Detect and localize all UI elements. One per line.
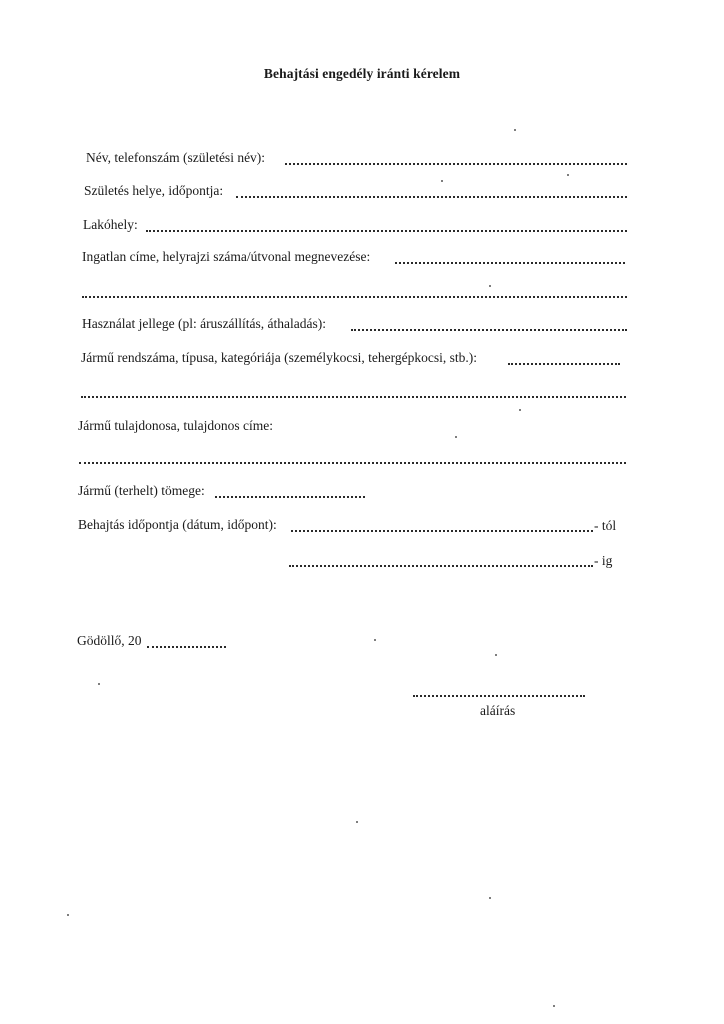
scan-speck bbox=[567, 174, 569, 176]
signature-label: aláírás bbox=[480, 703, 516, 718]
residence-field[interactable] bbox=[146, 230, 627, 232]
scan-speck bbox=[489, 285, 491, 287]
scan-speck bbox=[514, 129, 516, 131]
period-to-field[interactable] bbox=[289, 565, 593, 567]
document-title: Behajtási engedély iránti kérelem bbox=[263, 66, 461, 81]
weight-field[interactable] bbox=[215, 496, 365, 498]
scan-speck bbox=[553, 1005, 555, 1007]
scan-speck bbox=[67, 914, 69, 916]
usage-label: Használat jellege (pl: áruszállítás, áthaladás): bbox=[82, 316, 327, 331]
scan-speck bbox=[98, 683, 100, 685]
vehicle-label: Jármű rendszáma, típusa, kategóriája (személykocsi, tehergépkocsi, stb.): bbox=[81, 350, 477, 365]
vehicle-field-line-2[interactable] bbox=[81, 396, 626, 398]
scan-speck bbox=[374, 639, 376, 641]
period-to-suffix: - ig bbox=[594, 553, 613, 568]
scan-speck bbox=[519, 409, 521, 411]
birth-label: Születés helye, időpontja: bbox=[84, 183, 224, 198]
weight-label: Jármű (terhelt) tömege: bbox=[78, 483, 205, 498]
property-field[interactable] bbox=[395, 262, 625, 264]
residence-label: Lakóhely: bbox=[83, 217, 138, 232]
owner-label: Jármű tulajdonosa, tulajdonos címe: bbox=[78, 418, 273, 433]
date-field[interactable] bbox=[147, 646, 226, 648]
usage-field[interactable] bbox=[351, 329, 627, 331]
period-from-field[interactable] bbox=[291, 530, 593, 532]
period-from-suffix: - tól bbox=[594, 518, 617, 533]
period-label: Behajtás időpontja (dátum, időpont): bbox=[78, 517, 277, 532]
owner-field[interactable] bbox=[79, 462, 626, 464]
scan-speck bbox=[489, 897, 491, 899]
property-label: Ingatlan címe, helyrajzi száma/útvonal megnevezése: bbox=[82, 249, 371, 264]
signature-field[interactable] bbox=[413, 695, 585, 697]
scan-speck bbox=[356, 821, 358, 823]
name-field[interactable] bbox=[285, 163, 627, 165]
birth-field[interactable] bbox=[236, 196, 627, 198]
place-date-label: Gödöllő, 20 bbox=[77, 633, 142, 648]
scan-speck bbox=[455, 436, 457, 438]
name-label: Név, telefonszám (születési név): bbox=[86, 150, 266, 165]
vehicle-field[interactable] bbox=[508, 363, 620, 365]
scan-speck bbox=[495, 654, 497, 656]
scan-speck bbox=[441, 180, 443, 182]
property-field-line-2[interactable] bbox=[82, 296, 627, 298]
